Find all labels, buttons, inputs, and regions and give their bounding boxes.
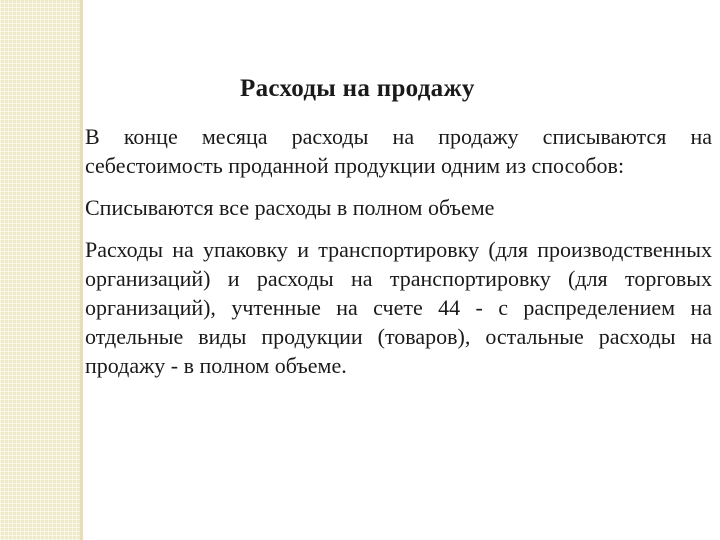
decorative-side-strip (0, 0, 80, 540)
paragraph-option-full: Списываются все расходы в полном объеме (85, 195, 495, 220)
slide-title: Расходы на продажу (240, 75, 475, 102)
paragraph-option-distribution: Расходы на упаковку и транспортировку (для производственных организаций) и расходы на транспортировку (для торговых организаций), учтенные на счете 44 - с распределением на отдельные виды продукции (товаров), остальные расходы на продажу - в полном объеме. (85, 237, 712, 378)
paragraph-intro: В конце месяца расходы на продажу списываются на себестоимость проданной продукции одним из способов: (85, 124, 712, 178)
slide-body (85, 122, 712, 393)
side-strip-edge (80, 0, 83, 540)
